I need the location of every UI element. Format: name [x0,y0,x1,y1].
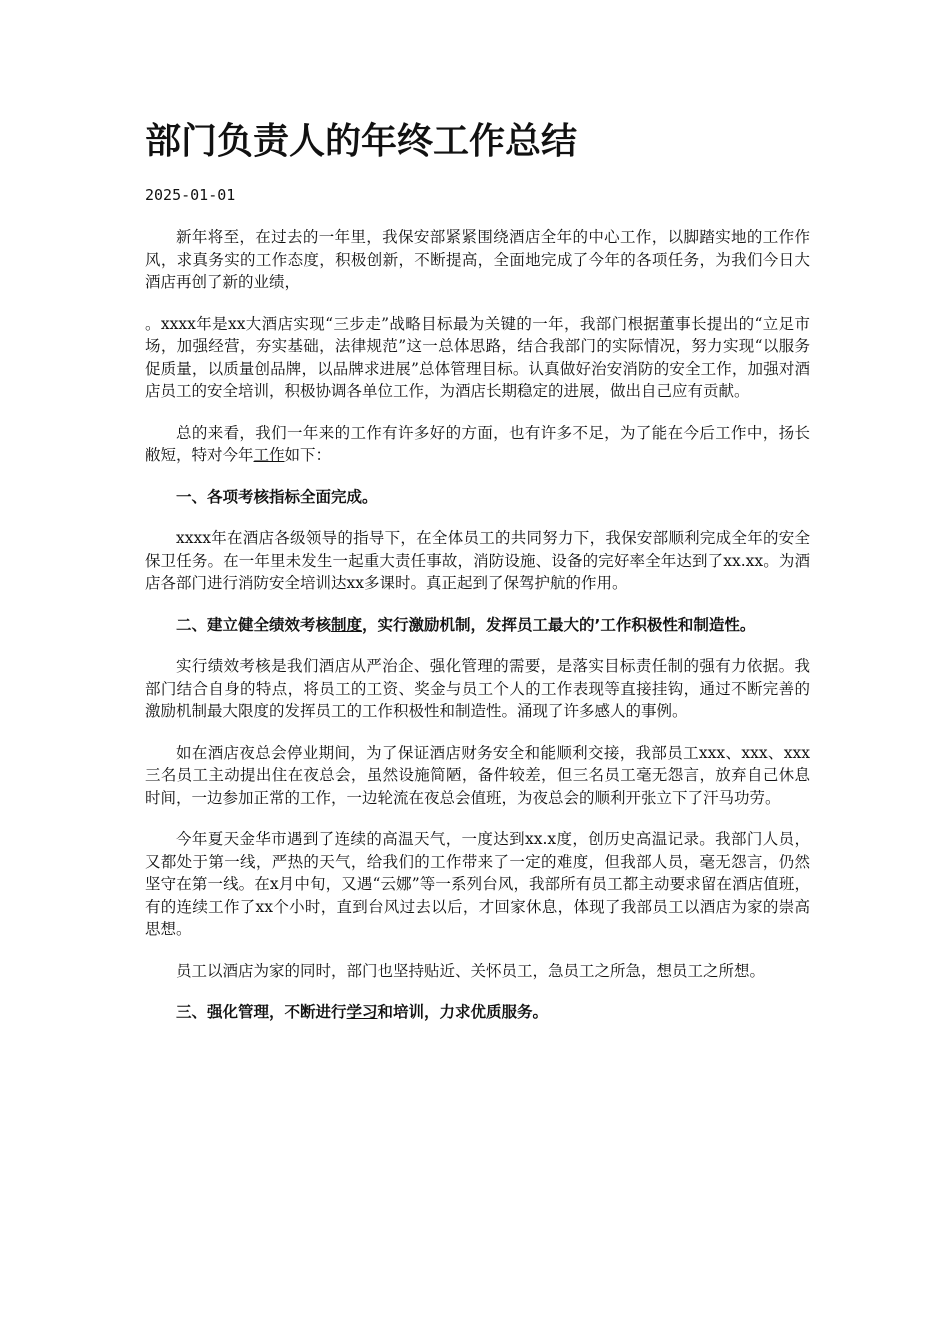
paragraph-summer: 今年夏天金华市遇到了连续的高温天气，一度达到xx.x度，创历史高温记录。我部门人员，又都处于第一线，严热的天气，给我们的工作带来了一定的难度，但我部人员，毫无怨言，仍然坚守在第一线。在x月中旬，又遇“云娜”等一系列台风，我部所有员工都主动要求留在酒店值班，有的连续工作了xx个小时，直到台风过去以后，才回家休息，体现了我部员工以酒店为家的崇高思想。 [145,830,810,938]
document-page [145,118,810,1043]
paragraph-summary-overview [145,422,810,467]
paragraph-intro: 新年将至，在过去的一年里，我保安部紧紧围绕酒店全年的中心工作，以脚踏实地的工作作风，求真务实的工作态度，积极创新，不断提高，全面地完成了今年的各项任务，为我们今日大酒店再创了新的业绩， [145,228,810,291]
paragraph-strategy: 。xxxx年是xx大酒店实现“三步走”战略目标最为关键的一年，我部门根据董事长提出的“立足市场，加强经营，夯实基础，法律规范”这一总体思路，结合我部门的实际情况，努力实现“以服务促质量，以质量创品牌，以品牌求进展”总体管理目标。认真做好治安消防的安全工作，加强对酒店员工的安全培训，积极协调各单位工作，为酒店长期稳定的进展，做出自己应有贡献。 [145,314,810,400]
paragraph-performance: 实行绩效考核是我们酒店从严治企、强化管理的需要，是落实目标责任制的强有力依据。我部门结合自身的特点，将员工的工资、奖金与员工个人的工作表现等直接挂钩，通过不断完善的激励机制最大限度的发挥员工的工作积极性和制造性。涌现了许多感人的事例。 [145,657,810,720]
study-link[interactable]: 学习 [346,1003,378,1021]
document-title: 部门负责人的年终工作总结 [145,121,578,162]
paragraph-text: 如下： [284,446,332,464]
paragraph-text: 总的来看，我们一年来的工作有许多好的方面，也有许多不足，为了能在今后工作中，扬长敝短，特对今年 [145,423,810,464]
heading-text: 三、强化管理，不断进行 [176,1003,347,1021]
heading-text: 二、建立健全绩效考核 [176,615,332,634]
paragraph-nightclub: 如在酒店夜总会停业期间，为了保证酒店财务安全和能顺利交接，我部员工xxx、xxx、xxx三名员工主动提出住在夜总会，虽然设施简陋，备件较差，但三名员工毫无怨言，放弃自己休息时间，一边参加正常的工作，一边轮流在夜总会值班，为夜总会的顺利开张立下了汗马功劳。 [145,743,810,807]
work-link[interactable]: 工作 [253,446,285,464]
section-heading-2 [145,614,810,637]
document-date: 2025-01-01 [145,186,236,204]
paragraph-targets: xxxx年在酒店各级领导的指导下，在全体员工的共同努力下，我保安部顺利完成全年的安全保卫任务。在一年里未发生一起重大责任事故，消防设施、设备的完好率全年达到了xx.xx。为酒店各部门进行消防安全培训达xx多课时。真正起到了保驾护航的作用。 [145,529,810,592]
paragraph-care: 员工以酒店为家的同时，部门也坚持贴近、关怀员工，急员工之所急，想员工之所想。 [176,961,766,980]
heading-text: ，实行激励机制，发挥员工最大的’工作积极性和制造性。 [362,615,756,634]
section-heading-1: 一、各项考核指标全面完成。 [176,487,378,506]
section-heading-3 [145,1001,810,1024]
heading-text: 和培训，力求优质服务。 [377,1003,549,1021]
system-link[interactable]: 制度 [331,615,363,634]
